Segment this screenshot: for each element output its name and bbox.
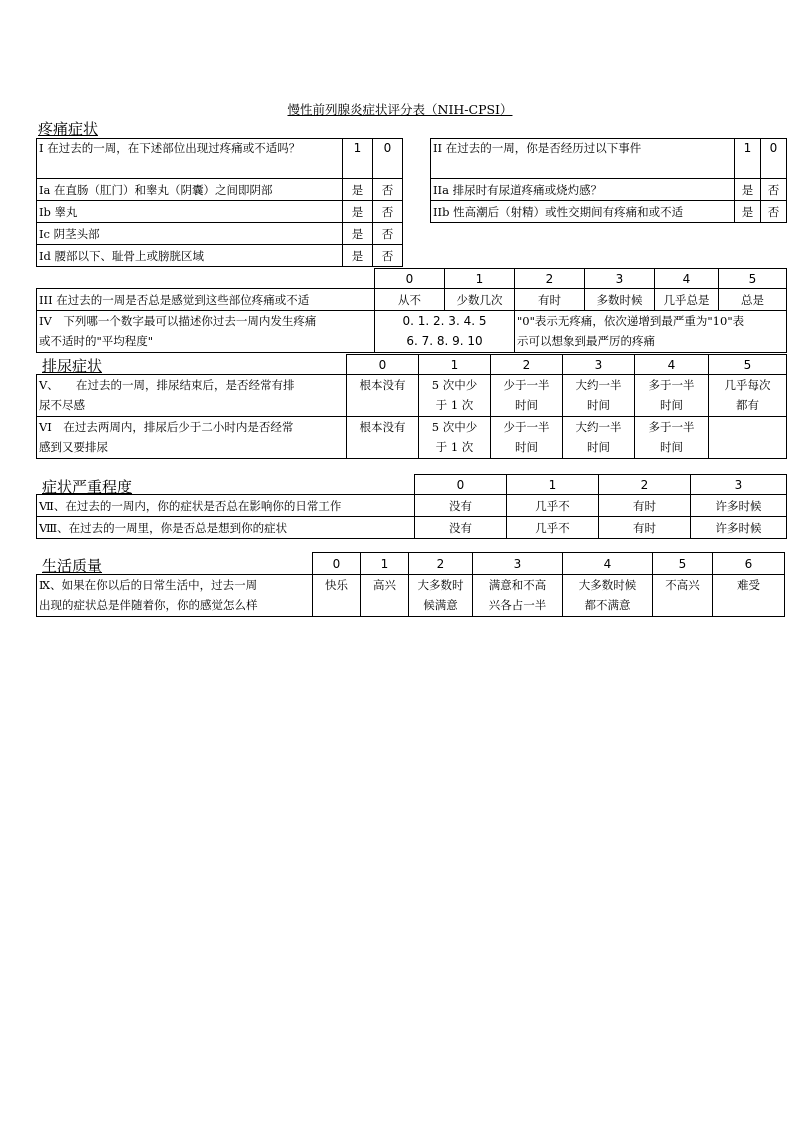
q5-option-1[interactable] <box>419 375 491 417</box>
q9-option-1[interactable] <box>361 575 409 617</box>
q1b-no[interactable]: 否 <box>373 201 403 223</box>
urinary-scale-2: 2 <box>491 355 563 375</box>
q9-option-4[interactable] <box>563 575 653 617</box>
q6-option-2-line2[interactable]: 时间 <box>515 440 538 454</box>
qol-scale-4: 4 <box>563 553 653 575</box>
q5-option-0[interactable] <box>347 375 419 417</box>
q6-option-4[interactable] <box>635 417 709 459</box>
severity-scale-1: 1 <box>507 475 599 495</box>
q9-question <box>37 575 313 617</box>
section-title-qol: 生活质量 <box>42 557 103 575</box>
q9-option-5-line1[interactable]: 不高兴 <box>665 578 700 592</box>
q5-question-line2: 尿不尽感 <box>39 398 85 412</box>
q9-option-3[interactable] <box>473 575 563 617</box>
q5-option-2-line1[interactable]: 少于一半 <box>503 378 550 392</box>
q2a-no[interactable]: 否 <box>761 179 787 201</box>
qol-table <box>36 552 785 617</box>
q4-question <box>37 311 375 353</box>
q6-option-3[interactable] <box>563 417 635 459</box>
pain-frequency-table <box>36 268 787 353</box>
q5-option-3-line1[interactable]: 大约一半 <box>575 378 622 392</box>
q2a-label: IIa 排尿时有尿道疼痛或烧灼感？ <box>431 179 735 201</box>
q1-question: I 在过去的一周，在下述部位出现过疼痛或不适吗？ <box>37 139 343 179</box>
q8-option-3[interactable]: 许多时候 <box>691 517 787 539</box>
q1d-no[interactable]: 否 <box>373 245 403 267</box>
qol-scale-2: 2 <box>409 553 473 575</box>
q2-question: II 在过去的一周，你是否经历过以下事件 <box>431 139 735 179</box>
document-title: 慢性前列腺炎症状评分表（NIH-CPSI） <box>287 102 513 117</box>
q5-option-2[interactable] <box>491 375 563 417</box>
section-title-pain: 疼痛症状 <box>38 120 99 138</box>
q4-note <box>515 311 787 353</box>
section-title-severity: 症状严重程度 <box>42 478 133 496</box>
q6-question <box>37 417 347 459</box>
freq-scale-5: 5 <box>719 269 787 289</box>
q6-option-0[interactable] <box>347 417 419 459</box>
q9-option-2-line2[interactable]: 候满意 <box>423 598 458 612</box>
q1c-label: Ic 阴茎头部 <box>37 223 343 245</box>
q5-option-5-line1[interactable]: 几乎每次 <box>724 378 771 392</box>
q6-option-3-line2[interactable]: 时间 <box>587 440 610 454</box>
q9-option-2[interactable] <box>409 575 473 617</box>
freq-scale-0: 0 <box>375 269 445 289</box>
q1d-yes[interactable]: 是 <box>343 245 373 267</box>
pain-location-table <box>36 138 403 267</box>
q5-question <box>37 375 347 417</box>
q9-option-0[interactable] <box>313 575 361 617</box>
q9-question-line1: Ⅸ、如果在你以后的日常生活中，过去一周 <box>39 578 258 592</box>
q8-option-0[interactable]: 没有 <box>415 517 507 539</box>
q4-question-line2: 或不适时的"平均程度" <box>39 334 154 348</box>
q9-option-2-line1[interactable]: 大多数时 <box>417 578 464 592</box>
severity-scale-0: 0 <box>415 475 507 495</box>
q4-note-line1: "0"表示无疼痛，依次递增到最严重为"10"表 <box>517 314 745 328</box>
q9-question-line2: 出现的症状总是伴随着你，你的感觉怎么样 <box>39 598 258 612</box>
q9-option-1-line1[interactable]: 高兴 <box>373 578 396 592</box>
q5-option-5[interactable] <box>709 375 787 417</box>
q5-option-4-line1[interactable]: 多于一半 <box>648 378 695 392</box>
q1c-yes[interactable]: 是 <box>343 223 373 245</box>
qol-scale-6: 6 <box>713 553 785 575</box>
qol-scale-1: 1 <box>361 553 409 575</box>
q5-option-5-line2[interactable]: 都有 <box>736 398 759 412</box>
q9-option-6-line1[interactable]: 难受 <box>737 578 760 592</box>
q8-question: Ⅷ、在过去的一周里，你是否总是想到你的症状 <box>37 517 415 539</box>
q3-option-0[interactable]: 从不 <box>375 289 445 311</box>
q8-option-2[interactable]: 有时 <box>599 517 691 539</box>
q4-note-line2: 示可以想象到最严厉的疼痛 <box>517 334 655 348</box>
q5-option-2-line2[interactable]: 时间 <box>515 398 538 412</box>
q4-number-choices[interactable] <box>375 311 515 353</box>
q2b-no[interactable]: 否 <box>761 201 787 223</box>
q2b-label: IIb 性高潮后（射精）或性交期间有疼痛和或不适 <box>431 201 735 223</box>
q3-question: III 在过去的一周是否总是感觉到这些部位疼痛或不适 <box>37 289 375 311</box>
urinary-scale-3: 3 <box>563 355 635 375</box>
severity-scale-3: 3 <box>691 475 787 495</box>
q7-question: Ⅶ、在过去的一周内，你的症状是否总在影响你的日常工作 <box>37 495 415 517</box>
q1b-label: Ib 睾丸 <box>37 201 343 223</box>
q1-yes-header: 1 <box>343 139 373 179</box>
q6-option-5[interactable] <box>709 417 787 459</box>
q4-numbers-line2[interactable]: 6. 7. 8. 9. 10 <box>406 334 483 348</box>
q3-option-5[interactable]: 总是 <box>719 289 787 311</box>
q6-option-1-line2[interactable]: 于 1 次 <box>435 440 474 454</box>
q1b-yes[interactable]: 是 <box>343 201 373 223</box>
q3-option-3[interactable]: 多数时候 <box>585 289 655 311</box>
q2b-yes[interactable]: 是 <box>735 201 761 223</box>
q9-option-0-line1[interactable]: 快乐 <box>325 578 348 592</box>
q6-option-4-line2[interactable]: 时间 <box>660 440 683 454</box>
q1d-label: Id 腰部以下、耻骨上或膀胱区域 <box>37 245 343 267</box>
pain-event-table <box>430 138 787 223</box>
q7-option-1[interactable]: 几乎不 <box>507 495 599 517</box>
q3-option-4[interactable]: 几乎总是 <box>655 289 719 311</box>
q1a-no[interactable]: 否 <box>373 179 403 201</box>
freq-scale-4: 4 <box>655 269 719 289</box>
q6-option-1[interactable] <box>419 417 491 459</box>
q6-option-4-line1[interactable]: 多于一半 <box>648 420 695 434</box>
q4-numbers-line1[interactable]: 0. 1. 2. 3. 4. 5 <box>402 314 487 328</box>
q7-option-3[interactable]: 许多时候 <box>691 495 787 517</box>
urinary-scale-0: 0 <box>347 355 419 375</box>
q9-option-6[interactable] <box>713 575 785 617</box>
q1-no-header: 0 <box>373 139 403 179</box>
q5-option-0-line1[interactable]: 根本没有 <box>359 378 406 392</box>
q9-option-5[interactable] <box>653 575 713 617</box>
q6-option-2[interactable] <box>491 417 563 459</box>
q5-option-1-line1[interactable]: 5 次中少 <box>431 378 478 392</box>
q5-option-4[interactable] <box>635 375 709 417</box>
urinary-scale-1: 1 <box>419 355 491 375</box>
q6-option-2-line1[interactable]: 少于一半 <box>503 420 550 434</box>
q2-yes-header: 1 <box>735 139 761 179</box>
severity-scale-2: 2 <box>599 475 691 495</box>
qol-scale-3: 3 <box>473 553 563 575</box>
freq-scale-2: 2 <box>515 269 585 289</box>
severity-table <box>36 474 787 539</box>
q6-option-0-line1[interactable]: 根本没有 <box>359 420 406 434</box>
q6-option-1-line1[interactable]: 5 次中少 <box>431 420 478 434</box>
q2-no-header: 0 <box>761 139 787 179</box>
freq-scale-3: 3 <box>585 269 655 289</box>
q9-option-3-line1[interactable]: 满意和不高 <box>488 578 547 592</box>
q6-question-line2: 感到又要排尿 <box>39 440 108 454</box>
q4-question-line1: IV 下列哪一个数字最可以描述你过去一周内发生疼痛 <box>39 314 317 328</box>
q6-question-line1: VI 在过去两周内，排尿后少于二小时内是否经常 <box>39 420 294 434</box>
q7-option-2[interactable]: 有时 <box>599 495 691 517</box>
q8-option-1[interactable]: 几乎不 <box>507 517 599 539</box>
qol-scale-0: 0 <box>313 553 361 575</box>
q5-option-4-line2[interactable]: 时间 <box>660 398 683 412</box>
q5-question-line1: V、 在过去的一周，排尿结束后，是否经常有排 <box>39 378 295 392</box>
q1a-label: Ia 在直肠（肛门）和睾丸（阴囊）之间即阴部 <box>37 179 343 201</box>
urinary-scale-4: 4 <box>635 355 709 375</box>
freq-scale-1: 1 <box>445 269 515 289</box>
qol-scale-5: 5 <box>653 553 713 575</box>
section-title-urinary: 排尿症状 <box>42 357 103 375</box>
q2a-yes[interactable]: 是 <box>735 179 761 201</box>
q1a-yes[interactable]: 是 <box>343 179 373 201</box>
urinary-scale-5: 5 <box>709 355 787 375</box>
q3-option-1[interactable]: 少数几次 <box>445 289 515 311</box>
q9-option-4-line1[interactable]: 大多数时候 <box>578 578 637 592</box>
q5-option-3[interactable] <box>563 375 635 417</box>
q6-option-3-line1[interactable]: 大约一半 <box>575 420 622 434</box>
urinary-table <box>36 354 787 459</box>
q7-option-0[interactable]: 没有 <box>415 495 507 517</box>
q5-option-1-line2[interactable]: 于 1 次 <box>435 398 474 412</box>
q9-option-4-line2[interactable]: 都不满意 <box>584 598 631 612</box>
q1c-no[interactable]: 否 <box>373 223 403 245</box>
q3-option-2[interactable]: 有时 <box>515 289 585 311</box>
q9-option-3-line2[interactable]: 兴各占一半 <box>488 598 547 612</box>
q5-option-3-line2[interactable]: 时间 <box>587 398 610 412</box>
